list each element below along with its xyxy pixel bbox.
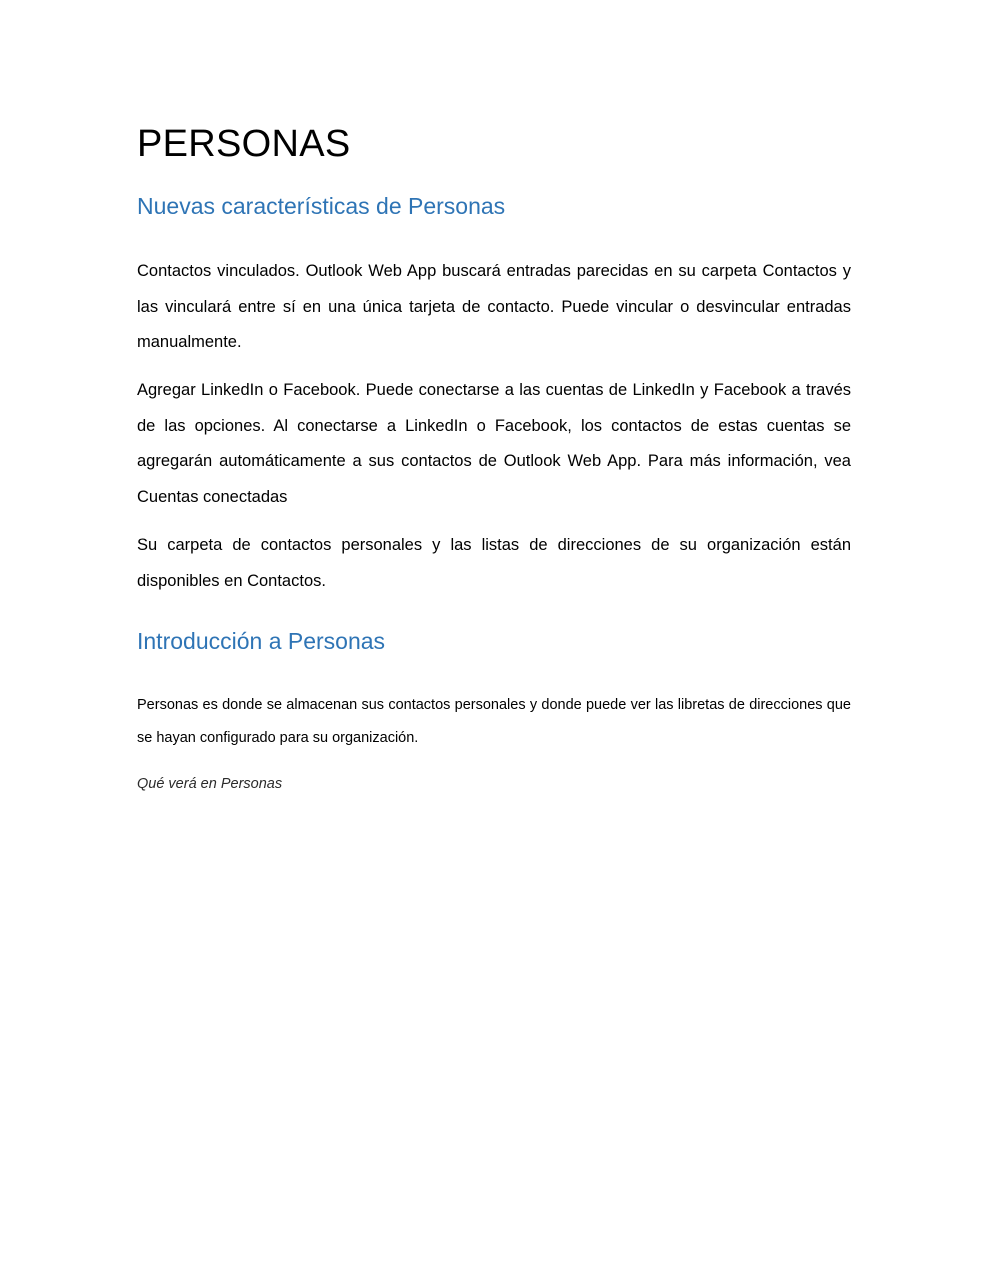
caption-what-you-see: Qué verá en Personas — [137, 776, 283, 792]
paragraph-linkedin-facebook: Agregar LinkedIn o Facebook. Puede conectarse a las cuentas de LinkedIn y Facebook a través de las opciones. Al conectarse a LinkedIn o Facebook, los contactos de estas cuentas se agregarán automáticamente a sus contactos de Outlook Web App. Para más información, vea Cuentas conectadas — [137, 381, 851, 506]
page-title: PERSONAS — [137, 123, 351, 165]
paragraph-introduction: Personas es donde se almacenan sus contactos personales y donde puede ver las libretas de direcciones que se hayan configurado para su organización. — [137, 697, 851, 746]
paragraph-contacts-folder: Su carpeta de contactos personales y las listas de direcciones de su organización están disponibles en Contactos. — [137, 536, 851, 590]
section-heading-new-features: Nuevas características de Personas — [137, 193, 506, 219]
section-heading-introduction: Introducción a Personas — [137, 628, 386, 654]
paragraph-linked-contacts: Contactos vinculados. Outlook Web App buscará entradas parecidas en su carpeta Contactos y las vinculará entre sí en una única tarjeta de contacto. Puede vincular o desvincular entradas manualmente. — [137, 262, 851, 351]
